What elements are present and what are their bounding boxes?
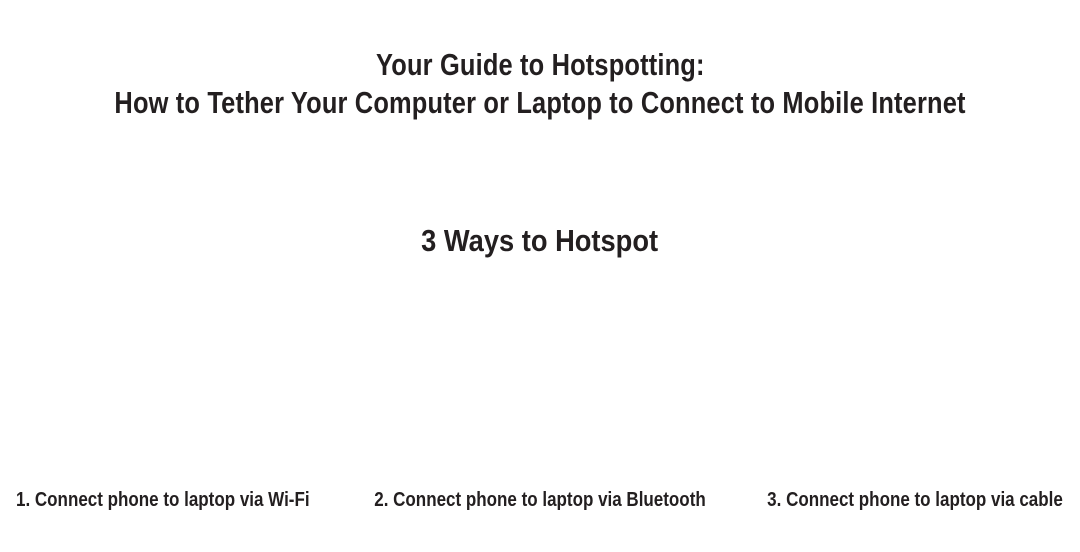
page-title <box>0 46 1080 122</box>
page-title-line-1: Your Guide to Hotspotting: <box>375 47 705 82</box>
section-heading <box>0 222 1080 260</box>
method-caption-cable <box>715 486 1063 514</box>
method-caption-bluetooth-label: 2. Connect phone to laptop via Bluetooth <box>374 489 706 511</box>
section-heading-text: 3 Ways to Hotspot <box>421 223 659 258</box>
page-title-line-2: How to Tether Your Computer or Laptop to Connect to Mobile Internet <box>114 85 966 120</box>
methods-row <box>0 486 1080 516</box>
illustration-zone <box>0 280 1080 480</box>
method-caption-cable-label: 3. Connect phone to laptop via cable <box>767 489 1063 511</box>
method-caption-wifi-label: 1. Connect phone to laptop via Wi-Fi <box>16 489 310 511</box>
